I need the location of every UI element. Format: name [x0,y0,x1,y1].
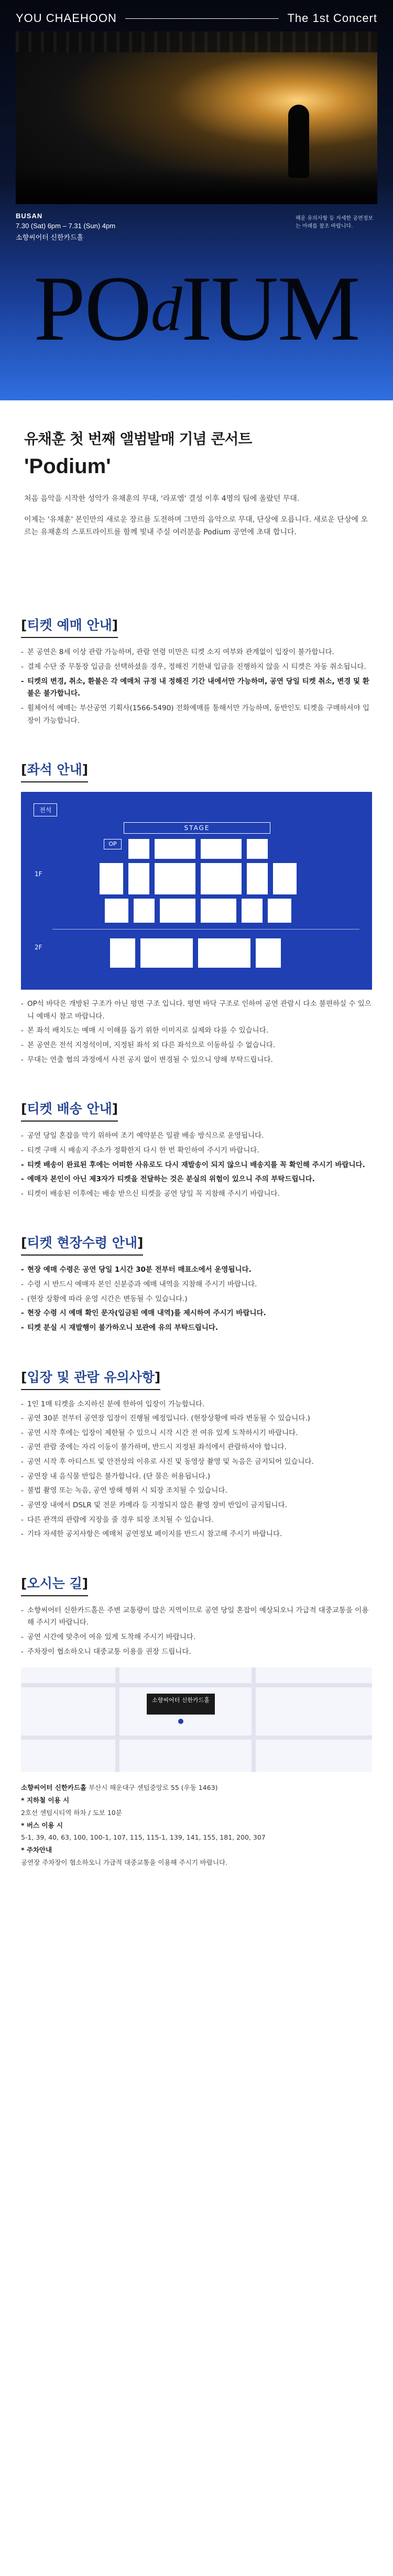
list-item: - 본 좌석 배치도는 예매 시 이해를 돕기 위한 이미지로 실제와 다를 수 있습니다. [21,1025,372,1037]
seat-section [0,759,393,1066]
list-item: - 공연 관람 중에는 자리 이동이 불가하며, 반드시 지정된 좌석에서 관람하셔야 합니다. [21,1441,372,1454]
intro-paragraph-1: 처음 음악을 시작한 성악가 유채훈의 무대, '라포엠' 결성 이후 4명의 팀에 올랐던 무대. [24,495,300,503]
hero-banner [0,0,393,400]
list-item: - 티켓이 배송된 이후에는 배송 받으신 티켓을 공연 당일 꼭 지참해 주시기 바랍니다. [21,1188,372,1201]
parking-text: 공연장 주차장이 협소하오니 가급적 대중교통을 이용해 주시기 바랍니다. [21,1858,228,1866]
address-text: 부산시 해운대구 센텀중앙로 55 (우동 1463) [89,1784,218,1792]
list-item: - 공연 시작 후에는 입장이 제한될 수 있으니 시작 시간 전 여유 있게 도착하시기 바랍니다. [21,1427,372,1440]
list-item: - 공연 시작 후 아티스트 및 안전상의 이유로 사진 및 동영상 촬영 및 녹음은 금지되어 있습니다. [21,1456,372,1469]
seat-block[interactable] [128,839,149,859]
concert-label: The 1st Concert [287,12,377,25]
logo-part-c: IUM [181,256,359,360]
venue-pin-label: 소향씨어터 신한카드홀 [147,1694,215,1715]
intro-section [0,400,393,539]
list-item: - 본 공연은 8세 이상 관람 가능하며, 관람 연령 미만은 티켓 소지 여부와 관계없이 입장이 불가합니다. [21,646,372,659]
bus-text: 5-1, 39, 40, 63, 100, 100-1, 107, 115, 115-1, 139, 141, 155, 181, 200, 307 [21,1833,266,1842]
seat-block[interactable] [273,863,297,894]
subway-text: 2호선 센텀시티역 하차 / 도보 10분 [21,1808,122,1817]
delivery-list [21,1130,372,1200]
seat-block[interactable] [201,899,236,923]
location-map [21,1667,372,1772]
list-item: - 1인 1매 티켓을 소지하신 분에 한하여 입장이 가능합니다. [21,1398,372,1411]
seat-block[interactable] [110,938,135,968]
list-item: - 휠체어석 예매는 부산공연 기획사(1566-5490) 전화예매를 통해서만 가능하며, 동반인도 티켓을 구매하셔야 입장이 가능합니다. [21,702,372,727]
list-item: - 주차장이 협소하오니 대중교통 이용을 권장 드립니다. [21,1646,372,1659]
header-divider [125,18,279,19]
seat-map [21,792,372,990]
op-label: OP [104,839,122,849]
seat-block[interactable] [201,839,242,859]
seat-block[interactable] [247,863,268,894]
address-block [21,1782,372,1868]
seat-block[interactable] [242,899,263,923]
list-item: - OP석 바닥은 개방된 구조가 아닌 평면 구조 입니다. 평면 바닥 구조로 인하여 공연 관람시 다소 불편하실 수 있으니 예매시 참고 바랍니다. [21,998,372,1023]
map-road [252,1667,256,1772]
podium-logo [0,256,393,360]
list-item: - 현장 예매 수령은 공연 당일 1시간 30분 전부터 매표소에서 운영됩니다. [21,1264,372,1276]
seat-block[interactable] [268,899,291,923]
stage-label: STAGE [124,822,270,834]
bus-label: * 버스 이용 시 [21,1821,63,1829]
seat-block[interactable] [256,938,281,968]
floor-1f-label: 1F [35,870,42,878]
seat-block[interactable] [198,938,250,968]
seat-block[interactable] [160,899,195,923]
list-item: - 티켓의 변경, 취소, 환불은 각 예매처 규정 내 정해진 기간 내에서만 가능하며, 공연 당일 티켓 취소, 변경 및 환불은 불가합니다. [21,676,372,700]
seat-block[interactable] [134,899,155,923]
ticket-title: [티켓 예매 안내] [21,615,118,638]
map-pin-icon [178,1719,183,1724]
list-item: - 공연 당일 혼잡을 막기 위하여 조기 예약분은 일괄 배송 방식으로 운영됩니다. [21,1130,372,1143]
intro-paragraph-2: 이제는 '유채훈' 본인만의 새로운 장르를 도전하며 그만의 음악으로 무대, 단상에 오릅니다. 새로운 단상에 오르는 유채훈의 스포트라이트를 함께 빛내 주실 여러분을 Podium 공연에 초대 합니다. [24,515,368,536]
concert-city: BUSAN [16,212,43,220]
list-item: - 결제 수단 중 무통장 입금을 선택하셨을 경우, 정해진 기한내 입금을 진행하지 않을 시 티켓은 자동 취소됩니다. [21,661,372,674]
list-item: - 현장 수령 시 예매 확인 문자(입금된 예매 내역)를 제시하여 주시기 바랍니다. [21,1307,372,1320]
hero-note: 해운 유의사항 등 자세한 공연정보는 아래를 참조 바랍니다. [296,216,373,229]
location-section [0,1573,393,1900]
seat-block[interactable] [128,863,149,894]
parking-label: * 주차안내 [21,1846,52,1854]
seat-title: [좌석 안내] [21,759,88,782]
seat-block[interactable] [247,839,268,859]
list-item: - 티켓 구매 시 배송지 주소가 정확한지 다시 한 번 확인하여 주시기 바랍니다. [21,1145,372,1157]
stage-floor [16,167,377,204]
delivery-title: [티켓 배송 안내] [21,1099,118,1122]
seat-block[interactable] [155,839,195,859]
onsite-section [0,1233,393,1334]
concert-venue: 소향씨어터 신한카드홀 [16,233,84,241]
list-item: - 수령 시 반드시 예매자 본인 신분증과 예매 내역을 지참해 주시기 바랍니다. [21,1279,372,1291]
delivery-section [0,1099,393,1200]
onsite-title: [티켓 현장수령 안내] [21,1233,143,1256]
list-item: - 공연 30분 전부터 공연장 입장이 진행될 예정입니다. (현장상황에 따라 변동될 수 있습니다.) [21,1413,372,1425]
english-title: 'Podium' [24,455,111,478]
entry-title: [입장 및 관람 유의사항] [21,1367,160,1390]
map-road [21,1683,372,1687]
list-item: - 공연 시간에 맞추어 여유 있게 도착해 주시기 바랍니다. [21,1631,372,1644]
onsite-list [21,1264,372,1334]
artist-name: YOU CHAEHOON [16,12,117,25]
list-item: - 소향씨어터 신한카드홀은 주변 교통량이 많은 지역이므로 공연 당일 혼잡이 예상되오니 가급적 대중교통을 이용해 주시기 바랍니다. [21,1605,372,1629]
seat-notes [21,998,372,1066]
korean-title: 유채훈 첫 번째 앨범발매 기념 콘서트 [24,430,252,447]
list-item: - 티켓 배송이 완료된 후에는 어떠한 사유로도 다시 재발송이 되지 않으니 배송지를 꼭 확인해 주시기 바랍니다. [21,1159,372,1172]
list-item: - 티켓 분실 시 재발행이 불가하오니 보관에 유의 부탁드립니다. [21,1322,372,1335]
hero-header [16,12,377,25]
entry-section [0,1367,393,1541]
lighting-rig [16,31,377,52]
performer-silhouette [288,105,309,178]
list-item: - (현장 상황에 따라 운영 시간은 변동될 수 있습니다.) [21,1293,372,1306]
seat-grade-tag: 전석 [34,803,57,816]
concert-info [16,212,115,242]
list-item: - 다른 관객의 관람에 지장을 줄 경우 퇴장 조치될 수 있습니다. [21,1514,372,1527]
ticket-section [0,615,393,727]
stage-photo [16,31,377,204]
location-list [21,1605,372,1659]
seat-block[interactable] [201,863,242,894]
list-item: - 공연장 내 음식물 반입은 불가합니다. (단 물은 허용됩니다.) [21,1471,372,1483]
list-item: - 무대는 연출 협의 과정에서 사전 공지 없이 변경될 수 있으니 양해 부탁드립니다. [21,1054,372,1067]
concert-date: 7.30 (Sat) 6pm – 7.31 (Sun) 4pm [16,222,116,230]
list-item: - 본 공연은 전석 지정석이며, 지정된 좌석 외 다른 좌석으로 이동하실 수 없습니다. [21,1039,372,1052]
seat-block[interactable] [105,899,128,923]
seat-block[interactable] [140,938,193,968]
list-item: - 기타 자세한 공지사항은 예매처 공연정보 페이지를 반드시 참고해 주시기 바랍니다. [21,1528,372,1541]
seat-block[interactable] [100,863,123,894]
list-item: - 예매자 본인이 아닌 제3자가 티켓을 전달하는 것은 분실의 위험이 있으니 주의 부탁드립니다. [21,1173,372,1186]
entry-list [21,1398,372,1541]
logo-part-b: d [150,274,181,344]
logo-part-a: PO [34,256,151,360]
seat-block[interactable] [155,863,195,894]
subway-label: * 지하철 이용 시 [21,1796,70,1805]
address-label: 소향씨어터 신한카드홀 [21,1784,87,1792]
floor-2f-label: 2F [35,944,42,951]
map-road [115,1667,119,1772]
list-item: - 공연장 내에서 DSLR 및 전문 카메라 등 지정되지 않은 촬영 장비 반입이 금지됩니다. [21,1499,372,1512]
map-road [21,1735,372,1740]
ticket-list [21,646,372,727]
list-item: - 불법 촬영 또는 녹음, 공연 방해 행위 시 퇴장 조치될 수 있습니다. [21,1485,372,1497]
location-title: [오시는 길] [21,1573,88,1596]
